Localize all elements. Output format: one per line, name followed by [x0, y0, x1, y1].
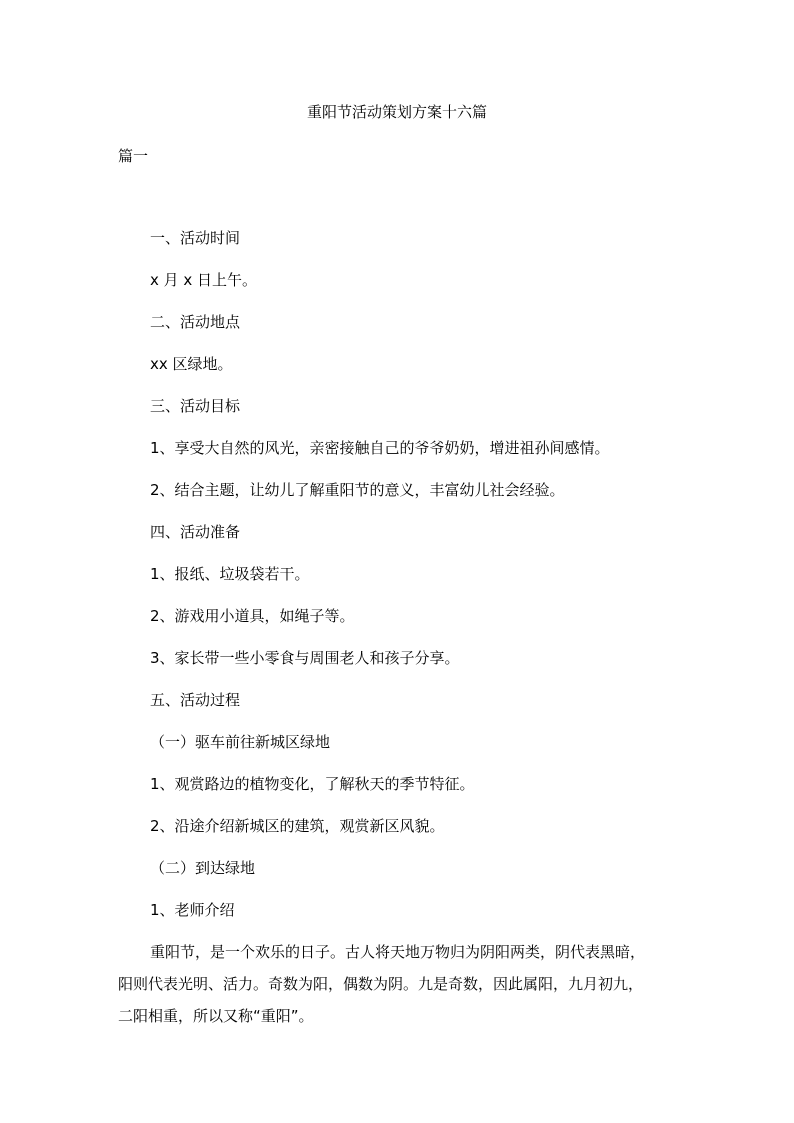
process-item: 1、老师介绍	[150, 901, 235, 919]
section-heading: 篇一	[118, 147, 149, 165]
text-activity-time: x 月 x 日上午。	[150, 271, 258, 289]
heading-activity-process: 五、活动过程	[150, 691, 241, 709]
process-item: 1、观赏路边的植物变化，了解秋天的季节特征。	[150, 775, 475, 793]
subheading-process-step: （二）到达绿地	[150, 859, 256, 877]
goal-item: 2、结合主题，让幼儿了解重阳节的意义，丰富幼儿社会经验。	[150, 481, 565, 499]
paragraph-line: 重阳节，是一个欢乐的日子。古人将天地万物归为阴阳两类，阴代表黑暗，	[150, 943, 646, 961]
heading-activity-location: 二、活动地点	[150, 313, 241, 331]
heading-activity-time: 一、活动时间	[150, 229, 241, 247]
text-activity-location: xx 区绿地。	[150, 355, 233, 373]
preparation-item: 1、报纸、垃圾袋若干。	[150, 565, 310, 583]
goal-item: 1、享受大自然的风光，亲密接触自己的爷爷奶奶，增进祖孙间感情。	[150, 439, 610, 457]
paragraph-line: 阳则代表光明、活力。奇数为阳，偶数为阴。九是奇数，因此属阳，九月初九，	[118, 975, 644, 993]
heading-activity-goals: 三、活动目标	[150, 397, 241, 415]
preparation-item: 3、家长带一些小零食与周围老人和孩子分享。	[150, 649, 460, 667]
document-title: 重阳节活动策划方案十六篇	[306, 103, 487, 121]
preparation-item: 2、游戏用小道具，如绳子等。	[150, 607, 355, 625]
paragraph-line: 二阳相重，所以又称“重阳”。	[118, 1007, 314, 1025]
process-item: 2、沿途介绍新城区的建筑，观赏新区风貌。	[150, 817, 445, 835]
heading-activity-preparation: 四、活动准备	[150, 523, 241, 541]
subheading-process-step: （一）驱车前往新城区绿地	[150, 733, 331, 751]
